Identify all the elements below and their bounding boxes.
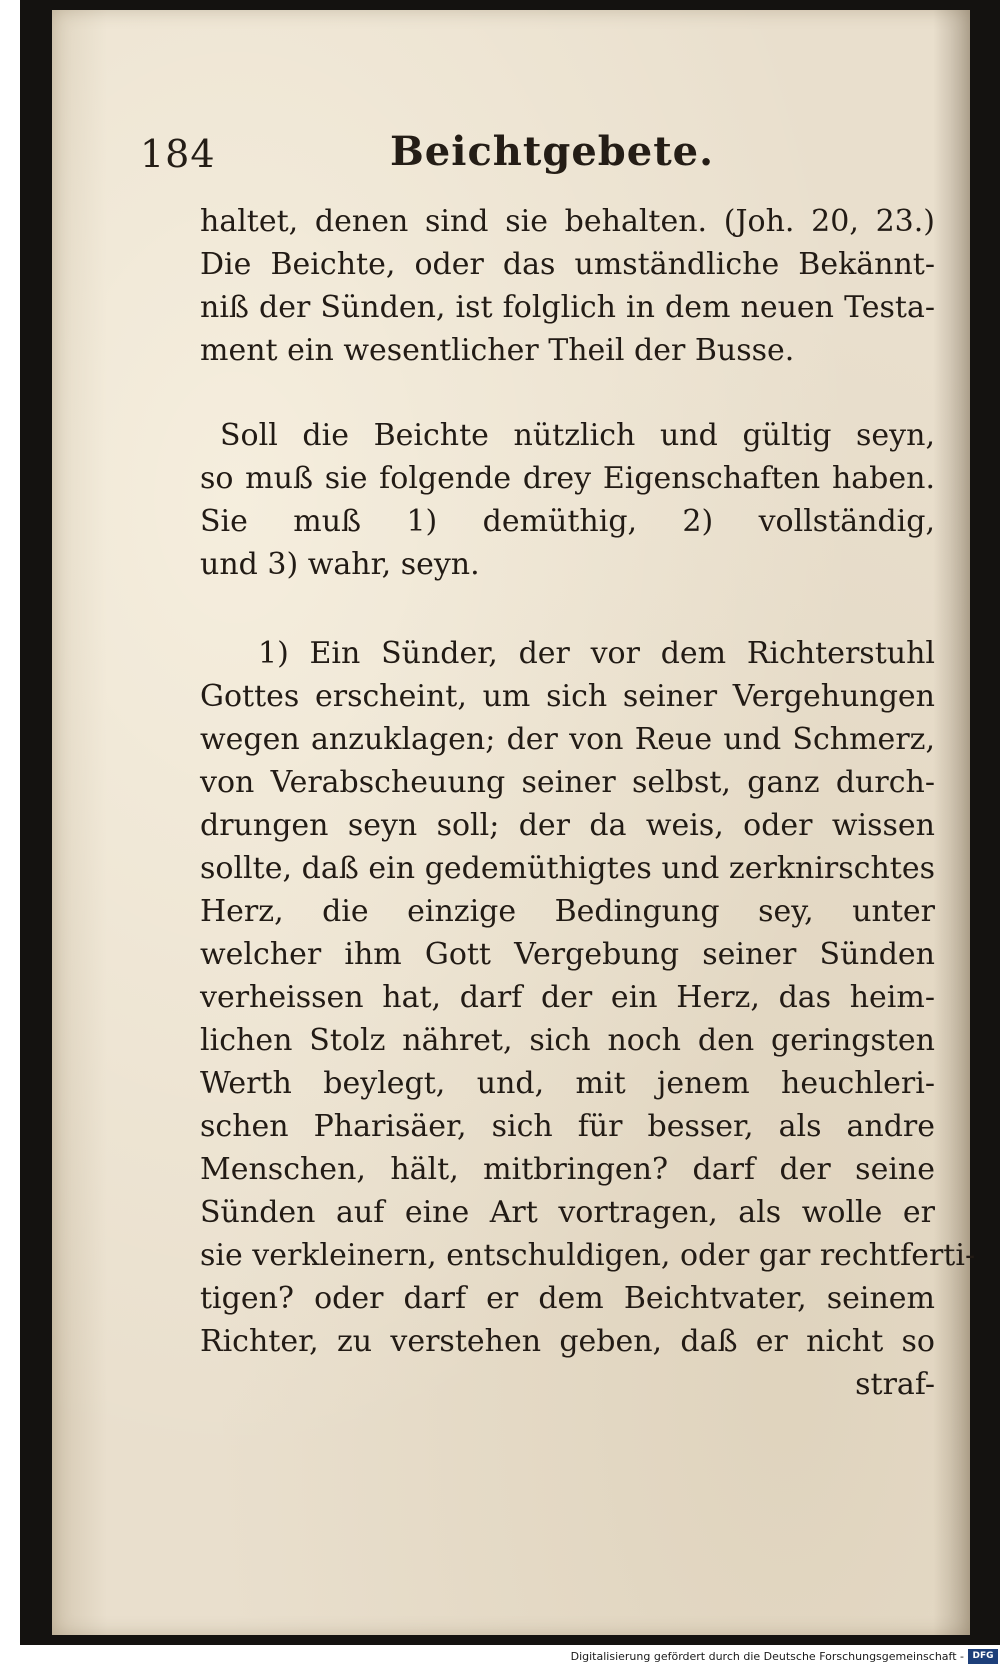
page-number: 184 <box>140 132 216 176</box>
text-line: 1) Ein Sünder, der vor dem Richterstuhl <box>258 636 935 671</box>
text-line: niß der Sünden, ist folglich in dem neuen Testa- <box>200 290 935 325</box>
text-line: ment ein wesentlicher Theil der Busse. <box>200 333 795 368</box>
running-head: Beichtgebete. <box>390 128 715 175</box>
text-line: haltet, denen sind sie behalten. (Joh. 20, 23.) <box>200 204 935 239</box>
body-text <box>200 200 976 1406</box>
text-line: Werth beylegt, und, mit jenem heuchleri- <box>200 1066 935 1101</box>
catchword: straf- <box>855 1367 935 1402</box>
text-line: drungen seyn soll; der da weis, oder wissen <box>200 808 935 843</box>
paragraph-spacer <box>200 372 935 414</box>
text-line: lichen Stolz nähret, sich noch den geringsten <box>200 1023 935 1058</box>
paragraph-3 <box>200 632 976 1406</box>
text-line: Die Beichte, oder das umständliche Bekännt- <box>200 247 935 282</box>
funding-credit: Digitalisierung gefördert durch die Deutsche Forschungsgemeinschaft - <box>570 1650 964 1663</box>
page-header <box>140 128 900 188</box>
paragraph-1 <box>200 200 935 372</box>
text-line: wegen anzuklagen; der von Reue und Schmerz, <box>200 722 935 757</box>
digitization-footer <box>0 1648 1000 1668</box>
dfg-logo-icon: DFG <box>968 1649 998 1664</box>
text-line: schen Pharisäer, sich für besser, als andre <box>200 1109 935 1144</box>
text-line: Richter, zu verstehen geben, daß er nicht so <box>200 1324 935 1359</box>
text-line: welcher ihm Gott Vergebung seiner Sünden <box>200 937 935 972</box>
text-line: Gottes erscheint, um sich seiner Vergehungen <box>200 679 935 714</box>
text-line: Sünden auf eine Art vortragen, als wolle er <box>200 1195 935 1230</box>
text-line: von Verabscheuung seiner selbst, ganz durch- <box>200 765 935 800</box>
text-line: Soll die Beichte nützlich und gültig seyn, <box>220 418 935 453</box>
text-line: tigen? oder darf er dem Beichtvater, seinem <box>200 1281 935 1316</box>
text-line: Sie muß 1) demüthig, 2) vollständig, <box>200 504 935 539</box>
text-line: so muß sie folgende drey Eigenschaften haben. <box>200 461 935 496</box>
text-line: Menschen, hält, mitbringen? darf der seine <box>200 1152 935 1187</box>
text-line: sollte, daß ein gedemüthigtes und zerknirschtes <box>200 851 935 886</box>
text-line: sie verkleinern, entschuldigen, oder gar rechtferti- <box>200 1238 976 1273</box>
text-line: Herz, die einzige Bedingung sey, unter <box>200 894 935 929</box>
paragraph-2 <box>200 414 935 586</box>
paragraph-spacer <box>200 586 935 632</box>
text-line: und 3) wahr, seyn. <box>200 547 480 582</box>
text-line: verheissen hat, darf der ein Herz, das heim- <box>200 980 935 1015</box>
